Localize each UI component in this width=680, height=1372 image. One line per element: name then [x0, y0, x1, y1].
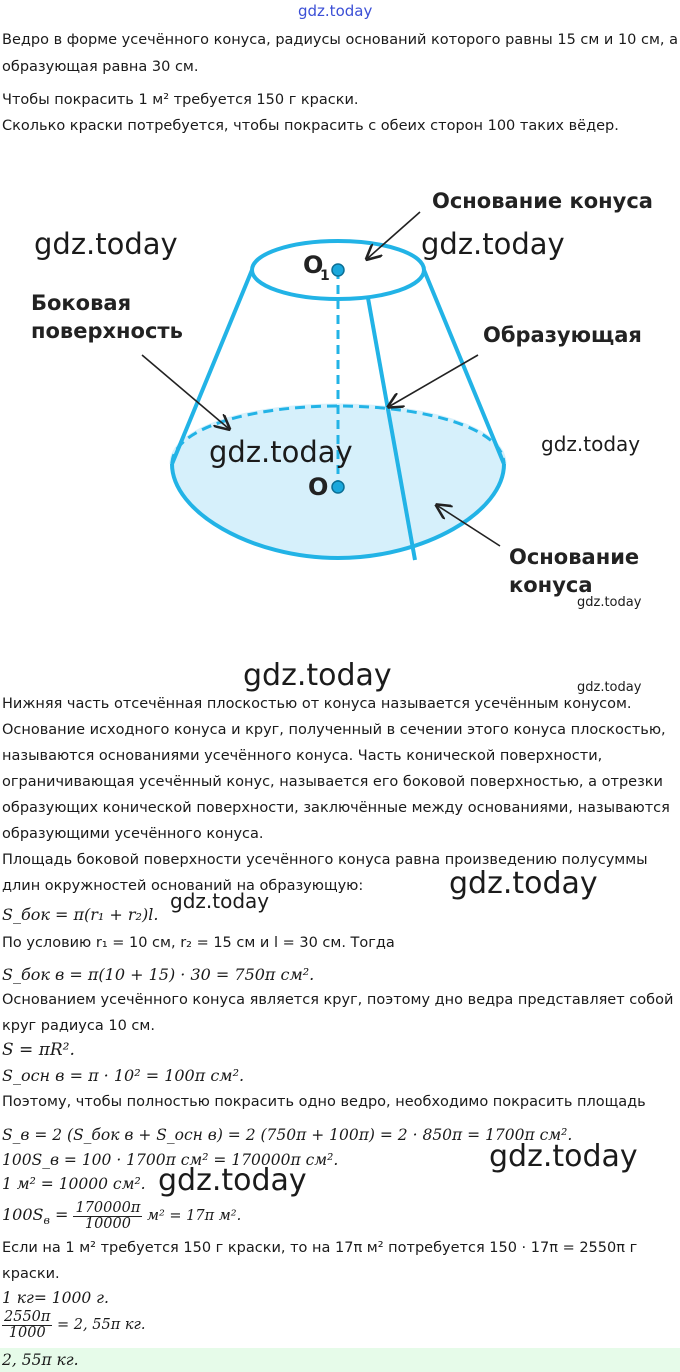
formula-100-buckets: 100S_в = 100 · 1700π см² = 170000π см². — [2, 1151, 339, 1169]
solution-text: образующих конической поверхности, заключённые между основаниями, называются — [2, 800, 670, 816]
formula-base-area: S_осн в = π · 10² = 100π см². — [2, 1066, 245, 1085]
bottom-base-label-1: Основание — [509, 545, 640, 569]
arrow-lateral — [142, 355, 228, 428]
watermark: gdz.today — [489, 1139, 638, 1174]
watermark: gdz.today — [449, 866, 598, 901]
watermark: gdz.today — [158, 1163, 307, 1198]
solution-text: Основание исходного конуса и круг, полученный в сечении этого конуса плоскостью, — [2, 722, 666, 738]
solution-text: По условию r₁ = 10 см, r₂ = 15 см и l = 30 см. Тогда — [2, 935, 395, 951]
center-o-dot — [332, 481, 344, 493]
solution-text: Нижняя часть отсечённая плоскостью от конуса называется усечённым конусом. — [2, 696, 632, 712]
problem-text: образующая равна 30 см. — [2, 59, 199, 75]
formula-paint-kg: $\frac{2550\pi}{1000}$ = 2, 55π кг. — [4, 1308, 146, 1341]
watermark: gdz.today — [298, 2, 373, 20]
truncated-cone-figure — [0, 170, 680, 630]
solution-text: длин окружностей оснований на образующую: — [2, 878, 364, 894]
fraction: $\frac{170000\pi}{10000}$ — [75, 1199, 141, 1232]
formula-kg-conversion: 1 кг= 1000 г. — [2, 1289, 109, 1307]
solution-text: называются основаниями усечённого конуса. Часть конической поверхности, — [2, 748, 603, 764]
answer-box — [0, 1348, 680, 1372]
lateral-label-1: Боковая — [31, 291, 132, 315]
watermark: gdz.today — [243, 658, 392, 693]
lateral-label-2: поверхность — [31, 319, 183, 343]
formula-unit-conversion: 1 м² = 10000 см². — [2, 1175, 146, 1193]
formula-lateral-area: S_бок = π(r₁ + r₂)l. — [2, 905, 159, 924]
problem-text: Сколько краски потребуется, чтобы покрасить с обеих сторон 100 таких вёдер. — [2, 118, 619, 134]
solution-text: ограничивающая усечённый конус, называется его боковой поверхностью, а отрезки — [2, 774, 663, 790]
arrow-generatrix — [390, 355, 478, 406]
problem-text: Чтобы покрасить 1 м² требуется 150 г краски. — [2, 92, 359, 108]
answer-text: 2, 55π кг. — [2, 1351, 79, 1369]
watermark: gdz.today — [541, 432, 641, 456]
formula-total-area: S_в = 2 (S_бок в + S_осн в) = 2 (750π + 100π) = 2 · 850π = 1700π см². — [2, 1126, 573, 1144]
solution-text: краски. — [2, 1266, 60, 1282]
watermark: gdz.today — [577, 595, 642, 610]
fraction: $\frac{2550\pi}{1000}$ — [4, 1308, 51, 1341]
problem-text: Ведро в форме усечённого конуса, радиусы оснований которого равны 15 см и 10 см, а — [2, 32, 679, 48]
o1-subscript: 1 — [320, 268, 330, 284]
watermark: gdz.today — [577, 680, 642, 695]
watermark: gdz.today — [209, 435, 353, 469]
generatrix-label: Образующая — [483, 323, 642, 347]
formula-circle-area: S = πR². — [2, 1040, 75, 1060]
formula-area-m2: $100S_в$ = $\frac{170000\pi}{10000}$ м² = 17π м². — [2, 1199, 242, 1232]
o1-label: O — [303, 251, 324, 279]
top-base-label: Основание конуса — [432, 189, 653, 213]
watermark: gdz.today — [170, 889, 270, 913]
o-label: O — [308, 473, 329, 501]
solution-text: Если на 1 м² требуется 150 г краски, то на 17π м² потребуется 150 · 17π = 2550π г — [2, 1240, 638, 1256]
formula-lateral-value: S_бок в = π(10 + 15) · 30 = 750π см². — [2, 965, 315, 984]
solution-text: Площадь боковой поверхности усечённого конуса равна произведению полусуммы — [2, 852, 648, 868]
solution-text: образующими усечённого конуса. — [2, 826, 264, 842]
bottom-base-label-2: конуса — [509, 573, 593, 597]
solution-text: Поэтому, чтобы полностью покрасить одно ведро, необходимо покрасить площадь — [2, 1094, 646, 1110]
solution-text: Основанием усечённого конуса является круг, поэтому дно ведра представляет собой — [2, 992, 674, 1008]
watermark: gdz.today — [421, 227, 565, 261]
watermark: gdz.today — [34, 227, 178, 261]
center-o1-dot — [332, 264, 344, 276]
solution-text: круг радиуса 10 см. — [2, 1018, 155, 1034]
